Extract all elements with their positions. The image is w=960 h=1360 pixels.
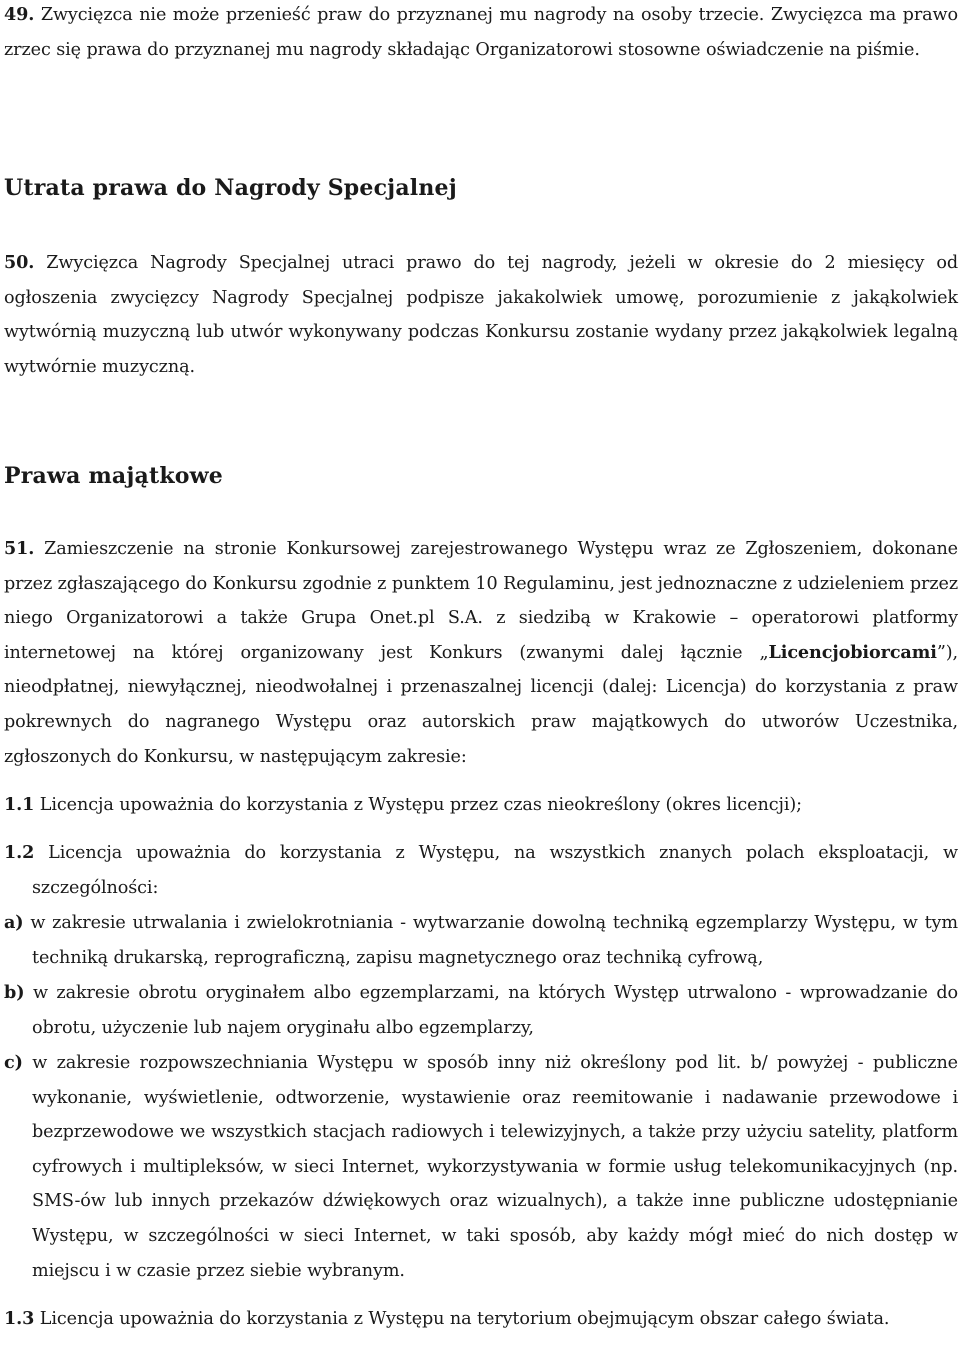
clause-item-b: [4, 976, 958, 1045]
paragraph-49: [4, 0, 958, 67]
item-text: w zakresie rozpowszechniania Występu w sposób inny niż określony pod lit. b/ powyżej - publiczne wykonanie, wyświetlenie, odtworzenie, wystawienie oraz reemitowanie i nadawanie przewodowe i bezprzewodowe we wszystkich stacjach radiowych i telewizyjnych, a także przy użyciu satelity, platform cyfrowych i multipleksów, w sieci Internet, wykorzystywania w formie usług telekomunikacyjnych (np. SMS-ów lub innych przekazów dźwiękowych oraz wizualnych), a także inne publiczne udostępnianie Występu, w szczególności w sieci Internet, w taki sposób, aby każdy mógł mieć do nich dostęp w miejscu i w czasie przez siebie wybranym.: [22, 1053, 958, 1281]
clause-item-c: [4, 1046, 958, 1288]
clause-text: Licencja upoważnia do korzystania z Występu przez czas nieokreślony (okres licencji);: [34, 795, 802, 815]
clause-number: 1.3: [4, 1308, 35, 1329]
clause-1-1: [4, 788, 958, 823]
section-heading-property-rights: Prawa majątkowe: [4, 463, 224, 489]
clause-number: 1.1: [4, 794, 35, 815]
licensees-term: Licencjobiorcami: [768, 641, 937, 663]
item-label: a): [4, 912, 24, 933]
section-heading-special-prize: Utrata prawa do Nagrody Specjalnej: [4, 175, 457, 201]
paragraph-50: [4, 246, 958, 384]
paragraph-number: 50.: [4, 252, 35, 273]
paragraph-text-part-b: ”), nieodpłatnej, niewyłącznej, nieodwołalnej i przenaszalnej licencji (dalej: Licencja) do korzystania z praw pokrewnych do nagranego Występu oraz autorskich praw majątkowych do utworów Uczestnika, zgłoszonych do Konkursu, w następującym zakresie:: [4, 642, 958, 767]
clause-number: 1.2: [4, 842, 35, 863]
paragraph-51: [4, 532, 958, 774]
paragraph-text: Zwycięzca nie może przenieść praw do przyznanej mu nagrody na osoby trzecie. Zwycięzca ma prawo zrzec się prawa do przyznanej mu nagrody składając Organizatorowi stosowne oświadczenie na piśmie.: [4, 5, 958, 60]
clause-text: Licencja upoważnia do korzystania z Występu na terytorium obejmującym obszar całego świata.: [34, 1309, 890, 1329]
item-label: b): [4, 982, 25, 1003]
item-text: w zakresie obrotu oryginałem albo egzemplarzami, na których Występ utrwalono - wprowadzanie do obrotu, użyczenie lub najem oryginału albo egzemplarzy,: [24, 983, 958, 1038]
clause-item-a: [4, 906, 958, 975]
clause-1-2: [4, 836, 958, 905]
paragraph-text-part-a: Zamieszczenie na stronie Konkursowej zarejestrowanego Występu wraz ze Zgłoszeniem, dokonane przez zgłaszającego do Konkursu zgodnie z punktem 10 Regulaminu, jest jednoznaczne z udzieleniem przez niego Organizatorowi a także Grupa Onet.pl S.A. z siedzibą w Krakowie – operatorowi platformy internetowej na której organizowany jest Konkurs (zwanymi dalej łącznie „: [4, 539, 958, 663]
clause-text: Licencja upoważnia do korzystania z Występu, na wszystkich znanych polach eksploatacji, w szczególności:: [32, 843, 958, 898]
paragraph-text: Zwycięzca Nagrody Specjalnej utraci prawo do tej nagrody, jeżeli w okresie do 2 miesięcy od ogłoszenia zwycięzcy Nagrody Specjalnej podpisze jakakolwiek umowę, porozumienie z jakąkolwiek wytwórnią muzyczną lub utwór wykonywany podczas Konkursu zostanie wydany przez jakąkolwiek legalną wytwórnie muzyczną.: [4, 253, 958, 377]
paragraph-number: 49.: [4, 4, 35, 25]
paragraph-number: 51.: [4, 538, 35, 559]
clause-1-3: [4, 1302, 958, 1337]
item-label: c): [4, 1052, 23, 1073]
item-text: w zakresie utrwalania i zwielokrotniania - wytwarzanie dowolną techniką egzemplarzy Występu, w tym techniką drukarską, reprograficzną, zapisu magnetycznego oraz techniką cyfrową,: [23, 913, 958, 968]
